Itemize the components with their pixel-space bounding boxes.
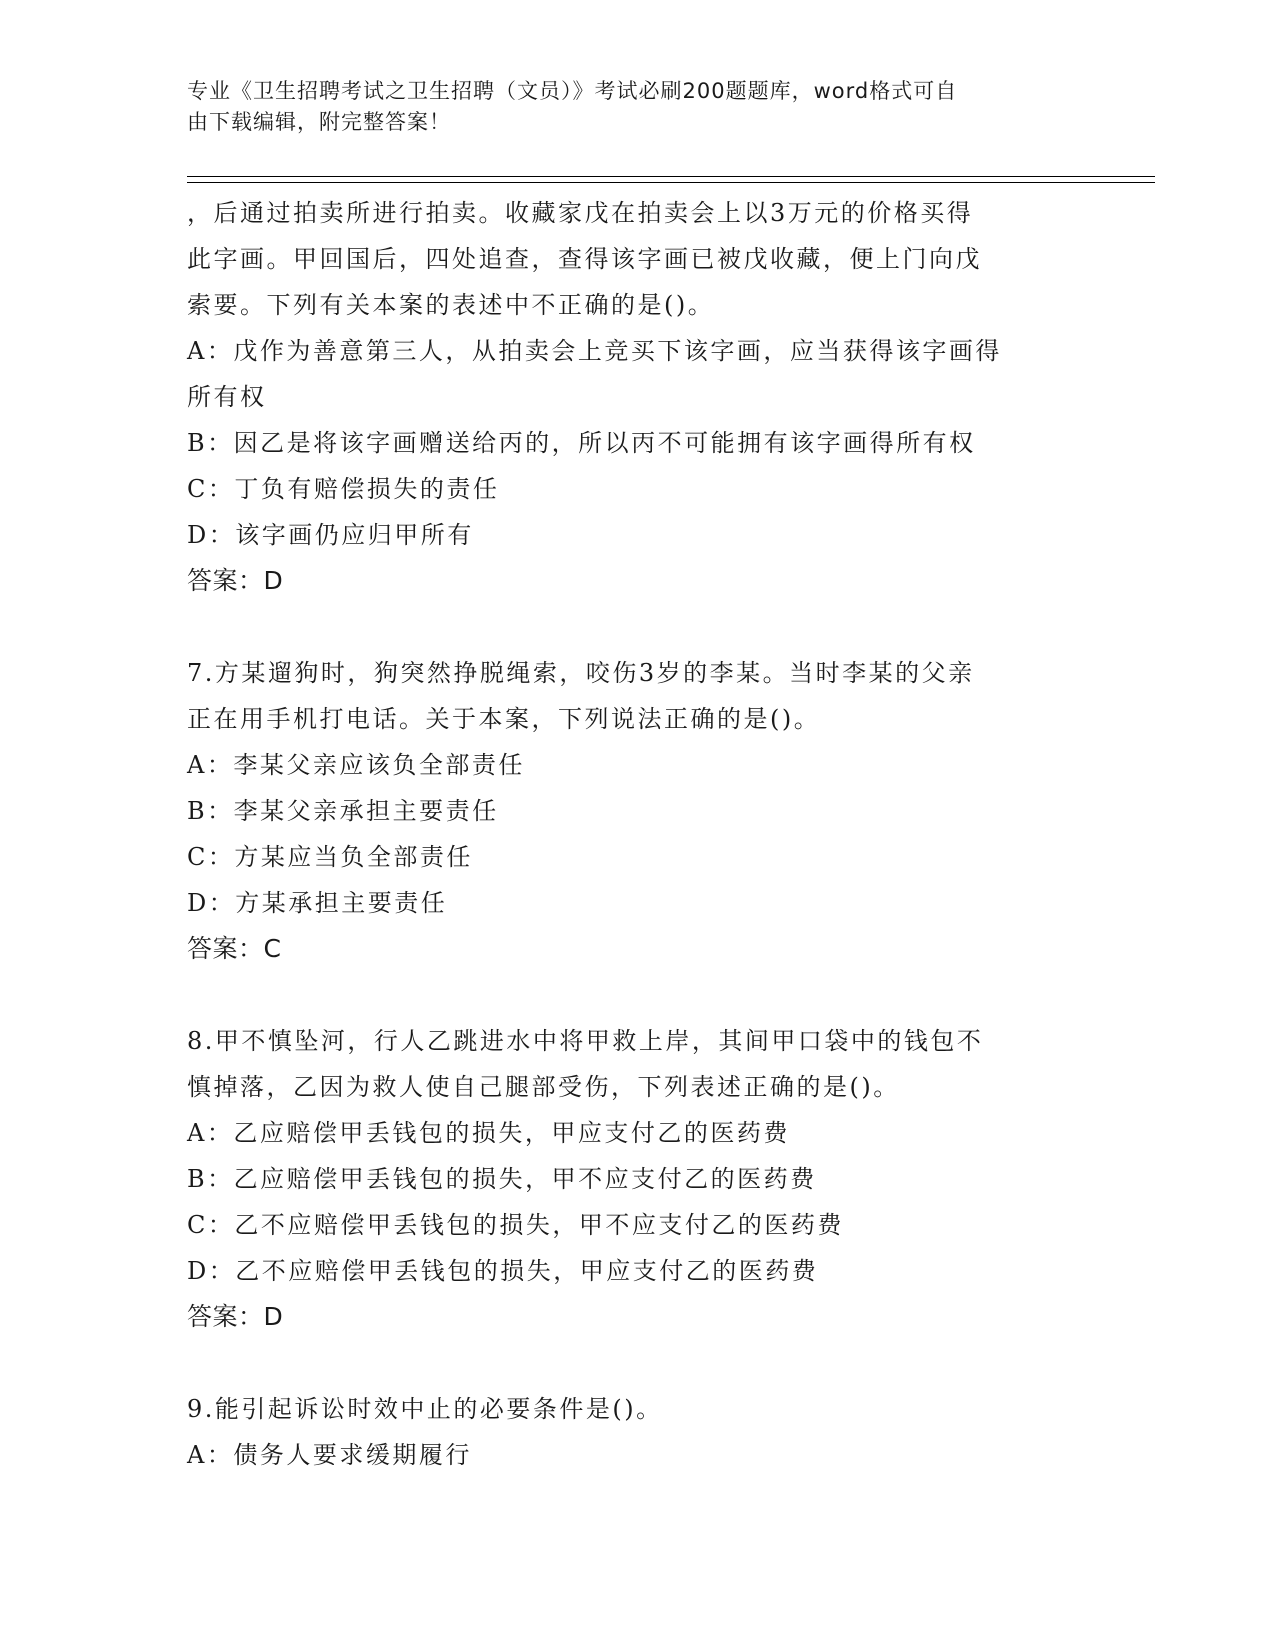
- question-7-option-d: D：方某承担主要责任: [187, 889, 448, 917]
- question-7: [187, 650, 1087, 972]
- question-8-option-b: B：乙应赔偿甲丢钱包的损失，甲不应支付乙的医药费: [187, 1165, 817, 1193]
- question-7-option-c: C：方某应当负全部责任: [187, 843, 473, 871]
- question-9-stem-line: 9.能引起诉讼时效中止的必要条件是()。: [187, 1395, 663, 1423]
- question-6-stem-line: 此字画。甲回国后，四处追查，查得该字画已被戊收藏，便上门向戊: [187, 245, 982, 273]
- question-8-option-c: C：乙不应赔偿甲丢钱包的损失，甲不应支付乙的医药费: [187, 1211, 844, 1239]
- header-rule-bottom: [187, 182, 1155, 183]
- question-spacer: [187, 972, 1087, 1018]
- question-8-option-a: A：乙应赔偿甲丢钱包的损失，甲应支付乙的医药费: [187, 1119, 790, 1147]
- question-7-option-a: A：李某父亲应该负全部责任: [187, 751, 525, 779]
- question-7-stem-line: 7.方某遛狗时，狗突然挣脱绳索，咬伤3岁的李某。当时李某的父亲: [187, 659, 975, 687]
- question-6-option-d: D：该字画仍应归甲所有: [187, 521, 474, 549]
- question-9: [187, 1386, 1087, 1478]
- question-6-answer: 答案：D: [187, 566, 284, 595]
- question-6-option-a: A：戊作为善意第三人，从拍卖会上竞买下该字画，应当获得该字画得: [187, 337, 1002, 365]
- question-9-option-a: A：债务人要求缓期履行: [187, 1441, 472, 1469]
- question-8-answer: 答案：D: [187, 1302, 284, 1331]
- header-title-line-2: 由下载编辑，附完整答案！: [187, 110, 451, 134]
- document-body: [187, 190, 1087, 1478]
- question-6-stem-line: ，后通过拍卖所进行拍卖。收藏家戊在拍卖会上以3万元的价格买得: [187, 199, 974, 227]
- header-rule-top: [187, 176, 1155, 177]
- question-7-option-b: B：李某父亲承担主要责任: [187, 797, 499, 825]
- question-8-stem-line: 8.甲不慎坠河，行人乙跳进水中将甲救上岸，其间甲口袋中的钱包不: [187, 1027, 984, 1055]
- question-8-option-d: D：乙不应赔偿甲丢钱包的损失，甲应支付乙的医药费: [187, 1257, 819, 1285]
- question-8: [187, 1018, 1087, 1340]
- question-6-stem-line: 索要。下列有关本案的表述中不正确的是()。: [187, 291, 715, 319]
- question-6-option-c: C：丁负有赔偿损失的责任: [187, 475, 500, 503]
- question-6-option-a-continued: 所有权: [187, 383, 267, 411]
- question-spacer: [187, 604, 1087, 650]
- question-7-answer: 答案：C: [187, 934, 282, 963]
- question-6: [187, 190, 1087, 604]
- header-title-line-1: 专业《卫生招聘考试之卫生招聘（文员）》考试必刷200题题库，word格式可自: [187, 79, 958, 103]
- question-7-stem-line: 正在用手机打电话。关于本案，下列说法正确的是()。: [187, 705, 821, 733]
- document-header: [187, 76, 1087, 138]
- question-6-option-b: B：因乙是将该字画赠送给丙的，所以丙不可能拥有该字画得所有权: [187, 429, 976, 457]
- question-spacer: [187, 1340, 1087, 1386]
- question-8-stem-line: 慎掉落，乙因为救人使自己腿部受伤，下列表述正确的是()。: [187, 1073, 900, 1101]
